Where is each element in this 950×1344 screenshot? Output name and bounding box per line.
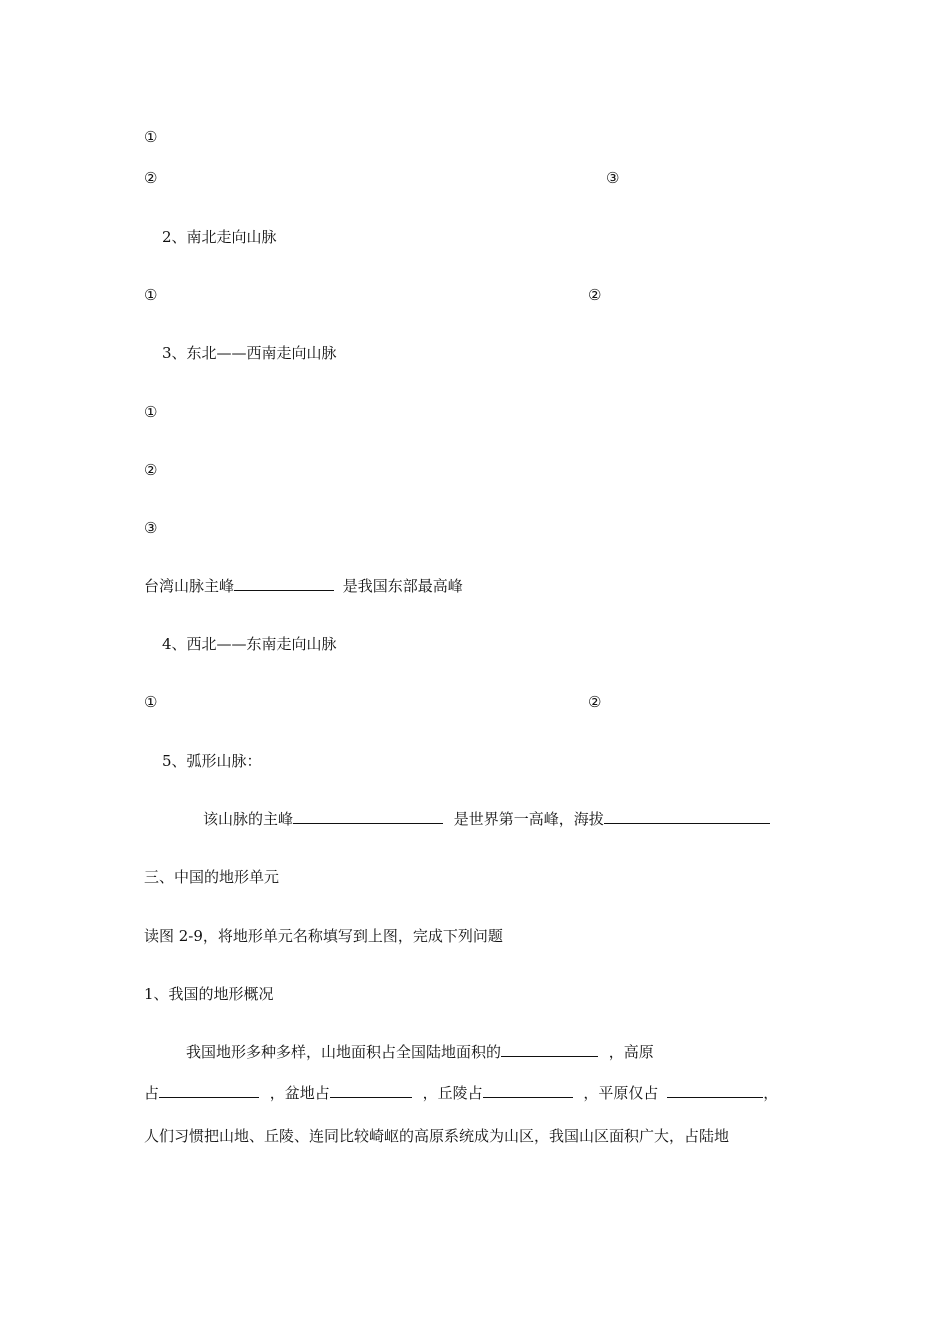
heading-south-north-ranges: 2、南北走向山脉: [162, 228, 277, 246]
range-group2-item1: ①: [144, 286, 158, 304]
para-line-1: [186, 1042, 654, 1062]
para-line2-b: ，盆地占: [269, 1084, 330, 1102]
main-peak-blank[interactable]: [293, 809, 443, 824]
instruction-text: 读图 2-9，将地形单元名称填写到上图，完成下列问题: [144, 927, 503, 945]
para-line-2: [144, 1083, 778, 1103]
section-title-landform-units: 三、中国的地形单元: [144, 868, 280, 886]
altitude-blank[interactable]: [604, 809, 770, 824]
taiwan-peak-prefix: 台湾山脉主峰: [144, 577, 235, 595]
para-line-3: 人们习惯把山地、丘陵、连同比较崎岖的高原系统成为山区，我国山区面积广大，占陆地: [144, 1127, 730, 1145]
main-peak-prefix: 该山脉的主峰: [203, 810, 294, 828]
range-group2-item2: ②: [588, 286, 602, 304]
range-group3-item1: ①: [144, 403, 158, 421]
range-group3-item3: ③: [144, 519, 158, 537]
para-line1-suffix: ，高原: [608, 1043, 654, 1061]
para-line2-e: ，: [763, 1084, 779, 1102]
heading-northwest-southeast-ranges: 4、西北——东南走向山脉: [162, 635, 337, 653]
heading-arc-ranges: 5、弧形山脉：: [162, 752, 262, 770]
heading-northeast-southwest-ranges: 3、东北——西南走向山脉: [162, 344, 337, 362]
mountain-area-blank[interactable]: [501, 1042, 598, 1057]
range-group4-item2: ②: [588, 693, 602, 711]
para-line2-d: ，平原仅占: [583, 1084, 659, 1102]
range-group1-item1: ①: [144, 128, 158, 146]
hills-share-blank[interactable]: [483, 1083, 573, 1098]
range-group1-item3: ③: [606, 169, 620, 187]
range-group3-item2: ②: [144, 461, 158, 479]
range-group4-item1: ①: [144, 693, 158, 711]
taiwan-peak-suffix: 是我国东部最高峰: [342, 577, 463, 595]
taiwan-peak-blank[interactable]: [234, 576, 334, 591]
plateau-share-blank[interactable]: [159, 1083, 259, 1098]
taiwan-peak-sentence: [144, 576, 463, 596]
range-group1-item2: ②: [144, 169, 158, 187]
sub-heading-landform-overview: 1、我国的地形概况: [144, 985, 274, 1003]
plain-share-blank[interactable]: [667, 1083, 763, 1098]
para-line1-prefix: 我国地形多种多样，山地面积占全国陆地面积的: [186, 1043, 502, 1061]
main-peak-sentence: [203, 809, 770, 829]
basin-share-blank[interactable]: [330, 1083, 412, 1098]
para-line2-a: 占: [144, 1084, 160, 1102]
main-peak-middle: 是世界第一高峰，海拔: [453, 810, 604, 828]
para-line2-c: ，丘陵占: [422, 1084, 483, 1102]
